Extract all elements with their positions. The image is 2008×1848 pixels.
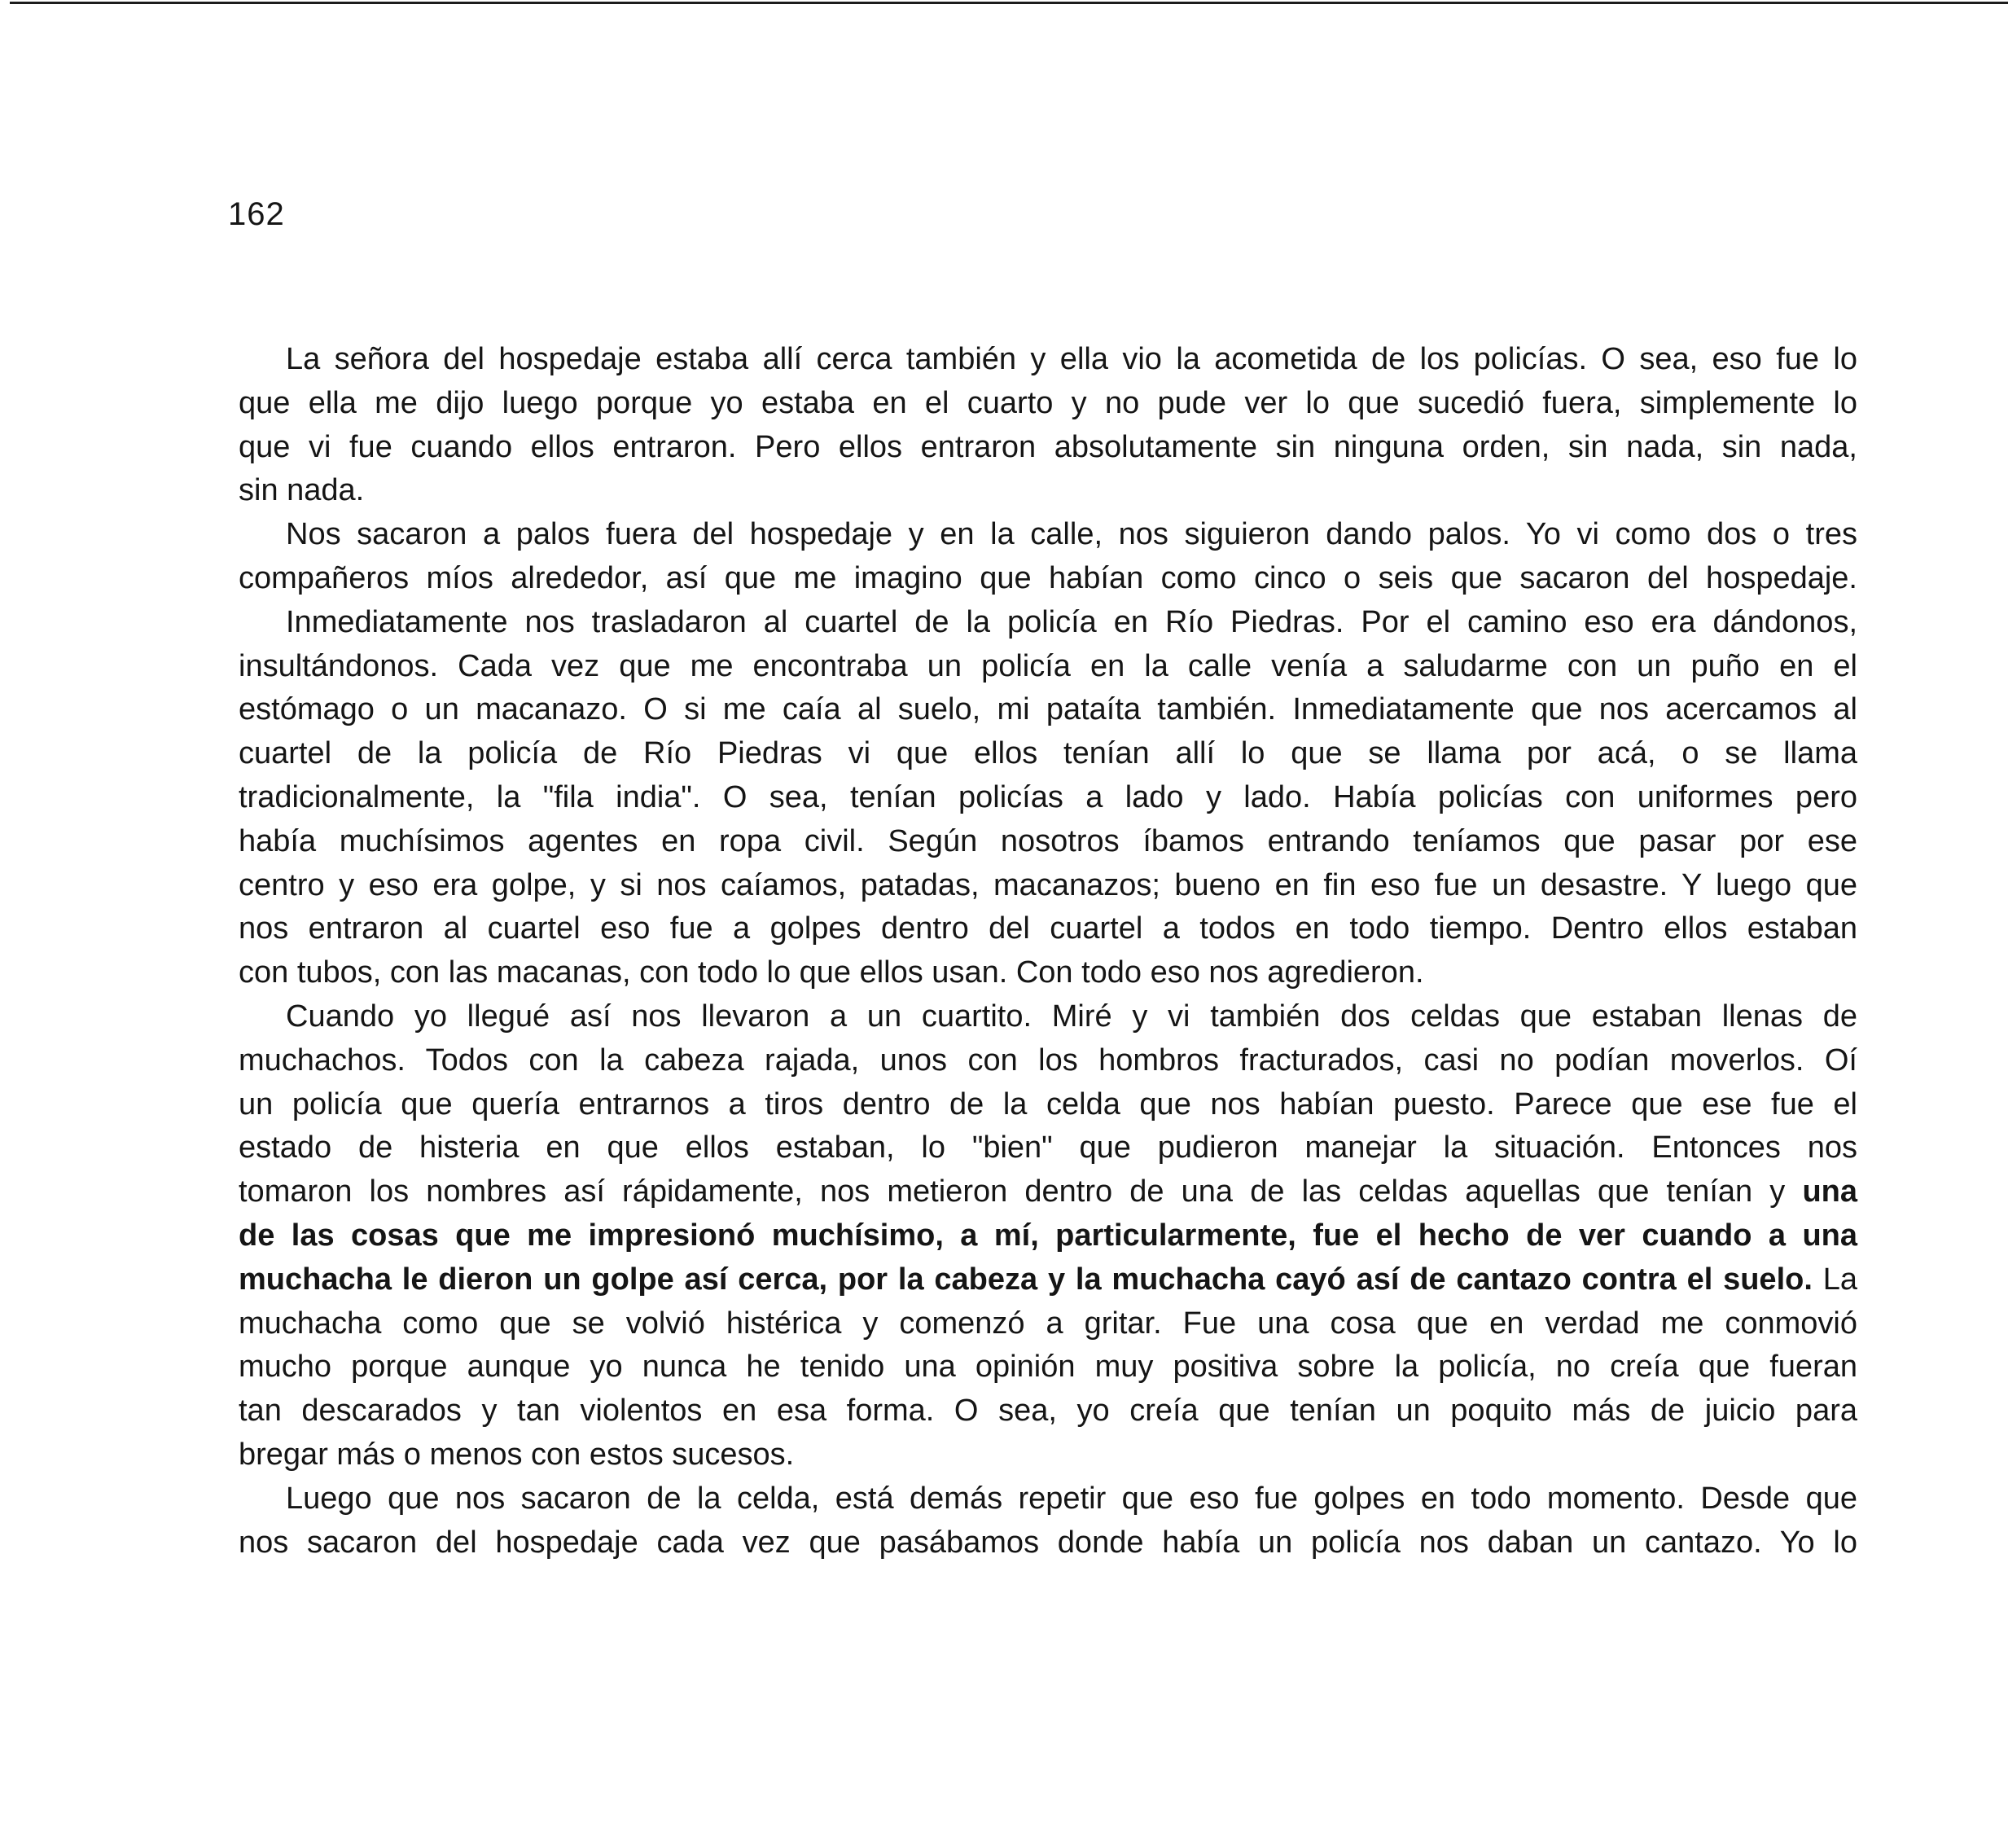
text-line [239,1258,1857,1302]
text-line: Nos sacaron a palos fuera del hospedaje y en la calle, nos siguieron dando palos. Yo vi como dos o tres [286,517,1857,552]
text-line: que ella me dijo luego porque yo estaba en el cuarto y no pude ver lo que sucedió fuera, simplemente lo [239,385,1857,420]
paragraph [239,513,1857,601]
paragraph [239,338,1857,513]
text-line: tan descarados y tan violentos en esa forma. O sea, yo creía que tenían un poquito más de juicio para [239,1394,1857,1429]
regular-text: tomaron los nombres así rápidamente, nos metieron dentro de una de las celdas aquellas que tenían y [239,1174,1786,1209]
paragraph [239,995,1857,1477]
paragraph [239,601,1857,995]
text-line: estado de histeria en que ellos estaban, lo "bien" que pudieron manejar la situación. Entonces nos [239,1130,1857,1165]
text-line: un policía que quería entrarnos a tiros dentro de la celda que nos habían puesto. Parece que ese fue el [239,1086,1857,1122]
text-line: que vi fue cuando ellos entraron. Pero ellos entraron absolutamente sin ninguna orden, sin nada, sin nada, [239,429,1857,464]
regular-text: La [1822,1262,1857,1297]
paragraph [239,1477,1857,1565]
text-line: nos entraron al cuartel eso fue a golpes dentro del cuartel a todos en todo tiempo. Dentro ellos estaban [239,911,1857,946]
emphasis-text: una [1802,1174,1857,1209]
text-line: con tubos, con las macanas, con todo lo que ellos usan. Con todo eso nos agredieron. [239,955,1424,990]
text-line: muchachos. Todos con la cabeza rajada, unos con los hombros fracturados, casi no podían moverlos. Oí [239,1043,1857,1078]
page-number: 162 [228,196,285,232]
text-line: muchacha como que se volvió histérica y comenzó a gritar. Fue una cosa que en verdad me conmovió [239,1306,1857,1341]
text-line: mucho porque aunque yo nunca he tenido una opinión muy positiva sobre la policía, no creía que fueran [239,1350,1857,1385]
text-line: Luego que nos sacaron de la celda, está demás repetir que eso fue golpes en todo momento. Desde que [286,1481,1857,1516]
text-line: La señora del hospedaje estaba allí cerca también y ella vio la acometida de los policías. O sea, eso fue lo [286,342,1857,376]
text-line [239,1170,1857,1214]
text-line: Inmediatamente nos trasladaron al cuartel de la policía en Río Piedras. Por el camino eso era dándonos, [286,604,1857,639]
text-line: nos sacaron del hospedaje cada vez que pasábamos donde había un policía nos daban un cantazo. Yo lo [239,1525,1857,1560]
text-line: cuartel de la policía de Río Piedras vi que ellos tenían allí lo que se llama por acá, o se llama [239,736,1857,771]
text-line: centro y eso era golpe, y si nos caíamos, patadas, macanazos; bueno en fin eso fue un desastre. Y luego que [239,867,1857,902]
emphasis-text-line: de las cosas que me impresionó muchísimo, a mí, particularmente, fue el hecho de ver cuando a una [239,1218,1857,1253]
text-line: había muchísimos agentes en ropa civil. Según nosotros íbamos entrando teníamos que pasar por ese [239,823,1857,858]
text-line: bregar más o menos con estos sucesos. [239,1437,795,1472]
text-line: Cuando yo llegué así nos llevaron a un cuartito. Miré y vi también dos celdas que estaban llenas de [286,999,1857,1034]
text-line: compañeros míos alrededor, así que me imagino que habían como cinco o seis que sacaron del hospedaje. [239,560,1857,595]
text-line: sin nada. [239,473,365,508]
scan-edge-line [10,2,2008,4]
body-text [239,338,1857,1565]
text-line: insultándonos. Cada vez que me encontraba un policía en la calle venía a saludarme con un puño en el [239,648,1857,683]
text-line: estómago o un macanazo. O si me caía al suelo, mi pataíta también. Inmediatamente que nos acercamos al [239,692,1857,727]
text-line: tradicionalmente, la "fila india". O sea, tenían policías a lado y lado. Había policías con uniformes pero [239,779,1857,814]
emphasis-text: muchacha le dieron un golpe así cerca, por la cabeza y la muchacha cayó así de cantazo contra el suelo. [239,1262,1813,1297]
